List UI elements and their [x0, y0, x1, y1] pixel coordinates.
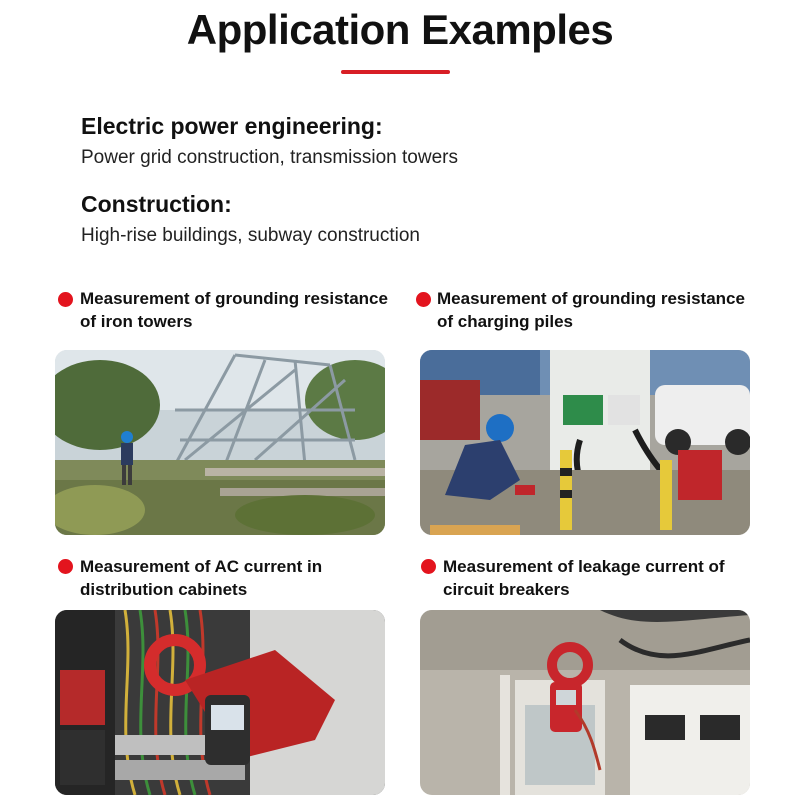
title-underline — [341, 70, 450, 74]
photo-distribution-cabinet — [55, 610, 385, 795]
bullet-icon — [416, 292, 431, 307]
example-label-iron-towers — [80, 287, 388, 333]
example-label-line: Measurement of leakage current of — [443, 557, 725, 576]
example-label-line: of charging piles — [437, 312, 574, 331]
example-label-line: of iron towers — [80, 312, 193, 331]
example-label-line: Measurement of grounding resistance — [437, 289, 745, 308]
page-title: Application Examples — [186, 6, 614, 53]
bullet-icon — [58, 559, 73, 574]
category-heading-construction: Construction: — [81, 191, 232, 217]
example-label-charging-piles — [437, 287, 745, 333]
photo-charging-pile — [420, 350, 750, 535]
bullet-icon — [421, 559, 436, 574]
example-label-line: Measurement of AC current in — [80, 557, 323, 576]
photo-iron-tower — [55, 350, 385, 535]
example-label-line: circuit breakers — [443, 580, 570, 599]
category-desc-construction: High-rise buildings, subway construction — [81, 225, 420, 246]
example-label-line: distribution cabinets — [80, 580, 248, 599]
category-heading-power: Electric power engineering: — [81, 113, 383, 139]
example-label-distribution-cabinets — [80, 555, 322, 601]
example-label-circuit-breakers — [443, 555, 725, 601]
example-label-line: Measurement of grounding resistance — [80, 289, 388, 308]
bullet-icon — [58, 292, 73, 307]
category-desc-power: Power grid construction, transmission towers — [81, 147, 458, 168]
photo-circuit-breaker — [420, 610, 750, 795]
